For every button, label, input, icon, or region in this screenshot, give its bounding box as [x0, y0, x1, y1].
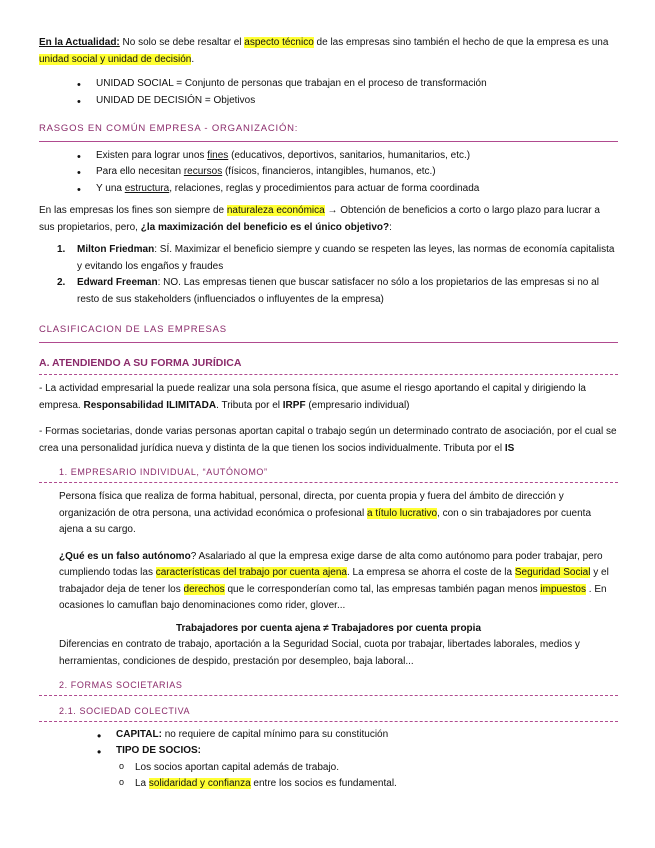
list-item: • Y una estructura, relaciones, reglas y procedimientos para actuar de forma coordinada [39, 181, 618, 198]
list-item: • UNIDAD SOCIAL = Conjunto de personas que trabajan en el proceso de transformación [39, 76, 618, 93]
list-item: 1. Milton Friedman: SÍ. Maximizar el beneficio siempre y cuando se respeten las leyes, las normas de economía capitalista y evitando los engaños y fraudes [57, 244, 615, 272]
list-item: • Existen para lograr unos fines (educativos, deportivos, sanitarios, humanitarios, etc.) [39, 148, 618, 165]
intro-paragraph [39, 35, 618, 68]
list-item: o La solidaridad y confianza entre los socios es fundamental. [39, 776, 618, 793]
list-item: • TIPO DE SOCIOS: [39, 743, 618, 760]
intro-text: . [191, 53, 195, 65]
document-page [39, 35, 618, 793]
persona-fisica-paragraph: - La actividad empresarial la puede realizar una sola persona física, que asume el riesgo aportando el capital y dirigiendo la empresa. Responsabilidad ILIMITADA. Tributa por el IRPF (empresario individual) [39, 383, 586, 411]
highlight-solidaridad: solidaridad y confianza [148, 778, 251, 790]
section-heading-forma-juridica: A. ATENDIENDO A SU FORMA JURÍDICA [39, 355, 618, 375]
section-heading-clasificacion: CLASIFICACION DE LAS EMPRESAS [39, 322, 618, 343]
formas-societarias-paragraph: - Formas societarias, donde varias personas aportan capital o trabajo según un determinado contrato de asociación, por el cual se crea una personalidad jurídica nueva y distinta de la que tienen los socios individualmente. Tributa por el IS [39, 426, 617, 454]
section-heading-rasgos: RASGOS EN COMÚN EMPRESA - ORGANIZACIÓN: [39, 121, 618, 142]
rasgos-list [39, 148, 618, 198]
autonomo-paragraph: Persona física que realiza de forma habitual, personal, directa, por cuenta propia y fuera del ámbito de dirección y organización de otra persona, una actividad económica o profesional a título lucrativo, con o sin trabajadores por cuenta ajena a su cargo. [59, 491, 592, 535]
colectiva-list [39, 727, 618, 760]
intro-text: de las empresas sino también el hecho de que la empresa es una [313, 37, 609, 48]
list-item: • Para ello necesitan recursos (físicos, financieros, intangibles, humanos, etc.) [39, 164, 618, 181]
trabajadores-heading: Trabajadores por cuenta ajena ≠ Trabajadores por cuenta propia [175, 622, 482, 634]
highlight-aspecto-tecnico: aspecto técnico [244, 37, 314, 48]
highlight-titulo-lucrativo: a título lucrativo [366, 507, 438, 519]
list-item: • UNIDAD DE DECISIÓN = Objetivos [39, 93, 618, 110]
intro-bullet-list [39, 76, 618, 109]
falso-autonomo-paragraph: ¿Qué es un falso autónomo? Asalariado al que la empresa exige darse de alta como autónomo para poder trabajar, pero cumpliendo todas las características del trabajo por cuenta ajena. La empresa se ahorra el coste de la Seguridad Social y el trabajador deja de tener los derechos que le corresponderían como tal, las empresas también pagan menos impuestos . En ocasiones lo camuflan bajo denominaciones como rider, glover... [59, 550, 609, 611]
subsection-heading-autonomo: 1. EMPRESARIO INDIVIDUAL, “AUTÓNOMO” [39, 465, 618, 483]
socios-sublist [39, 760, 618, 793]
highlight-unidad-social: unidad social y unidad de decisión [39, 53, 192, 65]
diferencias-paragraph: Diferencias en contrato de trabajo, aportación a la Seguridad Social, cuota por trabajar, libertades laborales, medios y herramientas, condiciones de despido, prestación por desempleo, baja laboral... [59, 639, 580, 667]
fines-paragraph: En las empresas los fines son siempre de naturaleza económica → Obtención de beneficios a corto o largo plazo para lucrar a sus propietarios, pero, ¿la maximización del beneficio es el único objetivo?: [39, 205, 600, 233]
intro-text: No solo se debe resaltar el [119, 37, 245, 48]
highlight-naturaleza-economica: naturaleza económica [226, 205, 325, 217]
list-item: • CAPITAL: no requiere de capital mínimo para su constitución [39, 727, 618, 744]
subsection-heading-formas-societarias: 2. FORMAS SOCIETARIAS [39, 678, 618, 696]
intro-lead: En la Actualidad: [39, 37, 120, 48]
subsection-heading-sociedad-colectiva: 2.1. SOCIEDAD COLECTIVA [39, 704, 618, 722]
opinions-list [39, 242, 618, 308]
list-item: 2. Edward Freeman: NO. Las empresas tienen que buscar satisfacer no sólo a los propietarios de las empresas si no al resto de sus stakeholders (influenciados o influyentes de la empresa) [57, 277, 599, 305]
list-item: o Los socios aportan capital además de trabajo. [39, 760, 618, 777]
